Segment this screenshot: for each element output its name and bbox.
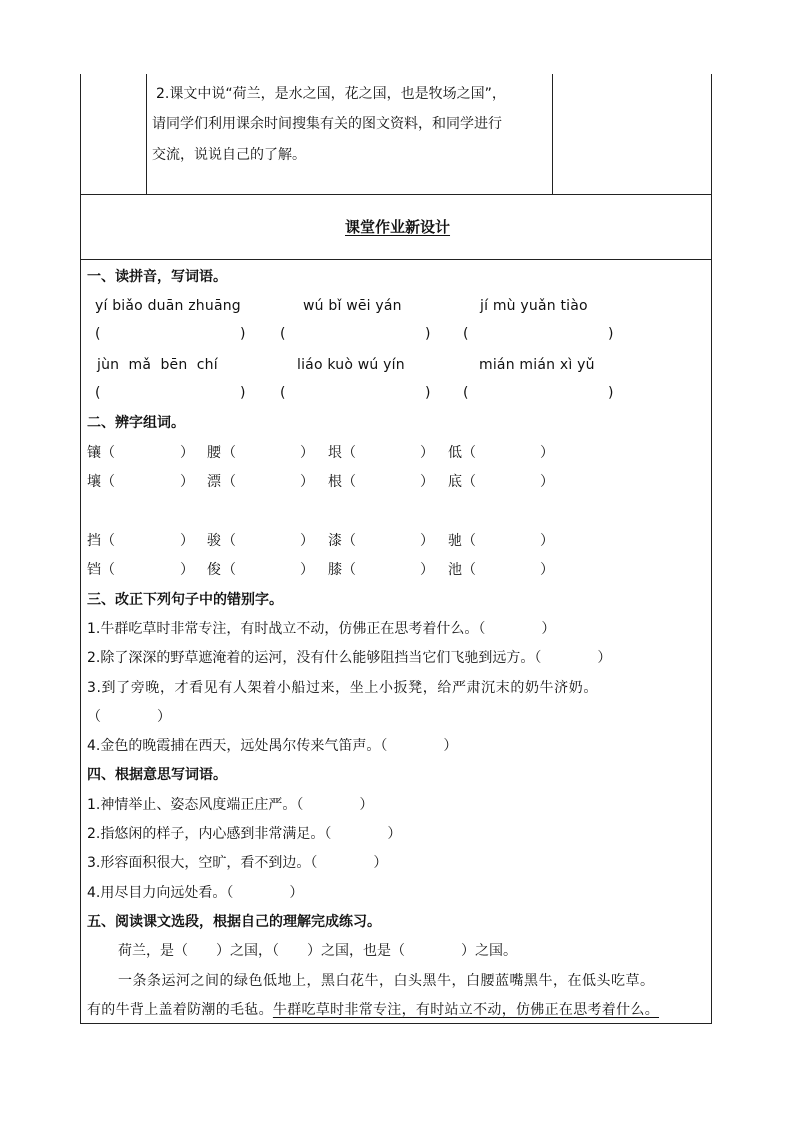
q1-pinyin-4: jùn mǎ bēn chí: [97, 357, 218, 373]
q3-sentence-3: 3.到了旁晚，才看见有人架着小船过来，坐上小扳凳，给严肃沉末的奶牛济奶。: [87, 680, 598, 696]
q4-item-2: 2.指悠闲的样子，内心感到非常满足。（ ）: [87, 826, 402, 842]
q2-close-r2c4: ）: [540, 474, 554, 490]
q2-close-r2c2: ）: [300, 474, 314, 490]
q2-close-r1c3: ）: [420, 445, 434, 461]
q2-char-r4c2: 俊: [207, 562, 221, 578]
q1-pinyin-1: yí biǎo duān zhuāng: [95, 298, 241, 314]
q1-blank-4-close: ): [240, 385, 246, 401]
q2-char-r1c1: 镶: [87, 445, 101, 461]
q2-close-r4c4: ）: [540, 562, 554, 578]
q2-close-r4c2: ）: [300, 562, 314, 578]
q2-close-r3c3: ）: [420, 533, 434, 549]
q2-char-r2c4: 底: [448, 474, 462, 490]
q2-char-r2c1: 壤: [87, 474, 101, 490]
q2-char-r2c3: 根: [328, 474, 342, 490]
q2-close-r3c4: ）: [540, 533, 554, 549]
q5-paragraph-1: 荷兰，是（ ）之国，（ ）之国，也是（ ）之国。: [118, 943, 517, 959]
section-title: 课堂作业新设计: [345, 218, 451, 236]
q1-blank-4-open: (: [95, 385, 101, 401]
q1-blank-5-open: (: [280, 385, 286, 401]
q2-open-r1c2: （: [222, 445, 236, 461]
q2-char-r3c4: 驰: [448, 533, 462, 549]
q1-pinyin-2: wú bǐ wēi yán: [303, 298, 402, 314]
q2-heading: 二、辨字组词。: [87, 415, 185, 431]
q2-char-r2c2: 漂: [207, 474, 221, 490]
top-cell-line-2: 请同学们利用课余时间搜集有关的图文资料，和同学进行: [152, 116, 502, 132]
q2-close-r4c3: ）: [420, 562, 434, 578]
q2-open-r3c1: （: [101, 533, 115, 549]
q2-open-r4c2: （: [222, 562, 236, 578]
q2-close-r4c1: ）: [180, 562, 194, 578]
q2-open-r2c2: （: [222, 474, 236, 490]
q1-blank-2-close: ): [425, 326, 431, 342]
q2-open-r4c4: （: [462, 562, 476, 578]
top-cell-line-3: 交流，说说自己的了解。: [152, 147, 306, 163]
q1-blank-1-open: (: [95, 326, 101, 342]
q1-blank-1-close: ): [240, 326, 246, 342]
q2-open-r3c4: （: [462, 533, 476, 549]
q1-pinyin-6: mián mián xì yǔ: [479, 357, 595, 373]
q3-heading: 三、改正下列句子中的错别字。: [87, 592, 283, 608]
cell-divider-left: [146, 74, 147, 194]
q2-close-r3c2: ）: [300, 533, 314, 549]
q2-close-r2c3: ）: [420, 474, 434, 490]
row-divider-1: [80, 194, 712, 195]
q2-open-r3c3: （: [342, 533, 356, 549]
q2-open-r2c3: （: [342, 474, 356, 490]
q5-paragraph-3: [87, 1000, 659, 1020]
q2-open-r1c4: （: [462, 445, 476, 461]
q2-open-r2c4: （: [462, 474, 476, 490]
q2-open-r1c1: （: [101, 445, 115, 461]
q2-char-r4c1: 铛: [87, 562, 101, 578]
q2-open-r2c1: （: [101, 474, 115, 490]
q1-blank-6-close: ): [608, 385, 614, 401]
q1-blank-3-close: ): [608, 326, 614, 342]
q1-pinyin-3: jí mù yuǎn tiào: [480, 298, 588, 314]
q1-blank-3-open: (: [463, 326, 469, 342]
row-divider-2: [80, 259, 712, 260]
q2-char-r1c2: 腰: [207, 445, 221, 461]
q2-open-r4c3: （: [342, 562, 356, 578]
q1-blank-2-open: (: [280, 326, 286, 342]
q2-char-r3c3: 漆: [328, 533, 342, 549]
q3-sentence-3-blank: （ ）: [87, 709, 171, 725]
q5-heading: 五、阅读课文选段，根据自己的理解完成练习。: [87, 914, 381, 930]
q2-open-r3c2: （: [222, 533, 236, 549]
q3-sentence-2: 2.除了深深的野草遮淹着的运河，没有什么能够阻挡当它们飞驰到远方。（ ）: [87, 650, 612, 666]
q4-item-4: 4.用尽目力向远处看。（ ）: [87, 885, 304, 901]
q2-char-r3c1: 挡: [87, 533, 101, 549]
top-cell-line-1: 2.课文中说“荷兰，是水之国，花之国，也是牧场之国”，: [156, 86, 506, 102]
q2-close-r3c1: ）: [180, 533, 194, 549]
q2-char-r4c4: 池: [448, 562, 462, 578]
q4-heading: 四、根据意思写词语。: [87, 767, 227, 783]
q4-item-3: 3.形容面积很大，空旷，看不到边。（ ）: [87, 855, 388, 871]
q2-char-r1c3: 垠: [328, 445, 342, 461]
q1-pinyin-5: liáo kuò wú yín: [297, 357, 405, 373]
q1-heading: 一、读拼音，写词语。: [87, 269, 227, 285]
q2-char-r4c3: 膝: [328, 562, 342, 578]
q2-close-r1c4: ）: [540, 445, 554, 461]
q1-blank-6-open: (: [463, 385, 469, 401]
q2-close-r1c1: ）: [180, 445, 194, 461]
cell-divider-right: [552, 74, 553, 194]
q1-blank-5-close: ): [425, 385, 431, 401]
q2-open-r4c1: （: [101, 562, 115, 578]
q2-close-r2c1: ）: [180, 474, 194, 490]
q5-paragraph-2: 一条条运河之间的绿色低地上，黑白花牛，白头黑牛，白腰蓝嘴黑牛，在低头吃草。: [118, 973, 655, 989]
q5-underlined-sentence: 牛群吃草时非常专注，有时站立不动，仿佛正在思考着什么。: [272, 1002, 660, 1018]
q2-close-r1c2: ）: [300, 445, 314, 461]
q3-sentence-4: 4.金色的晚霞捕在西天，远处禺尔传来气笛声。（ ）: [87, 738, 458, 754]
q3-sentence-1: 1.牛群吃草时非常专注，有时战立不动，仿佛正在思考着什么。（ ）: [87, 621, 556, 637]
q2-char-r3c2: 骏: [207, 533, 221, 549]
q2-char-r1c4: 低: [448, 445, 462, 461]
q5-paragraph-3-start: 有的牛背上盖着防潮的毛毡。: [87, 1002, 273, 1018]
q2-open-r1c3: （: [342, 445, 356, 461]
q4-item-1: 1.神情举止、姿态风度端正庄严。（ ）: [87, 797, 374, 813]
